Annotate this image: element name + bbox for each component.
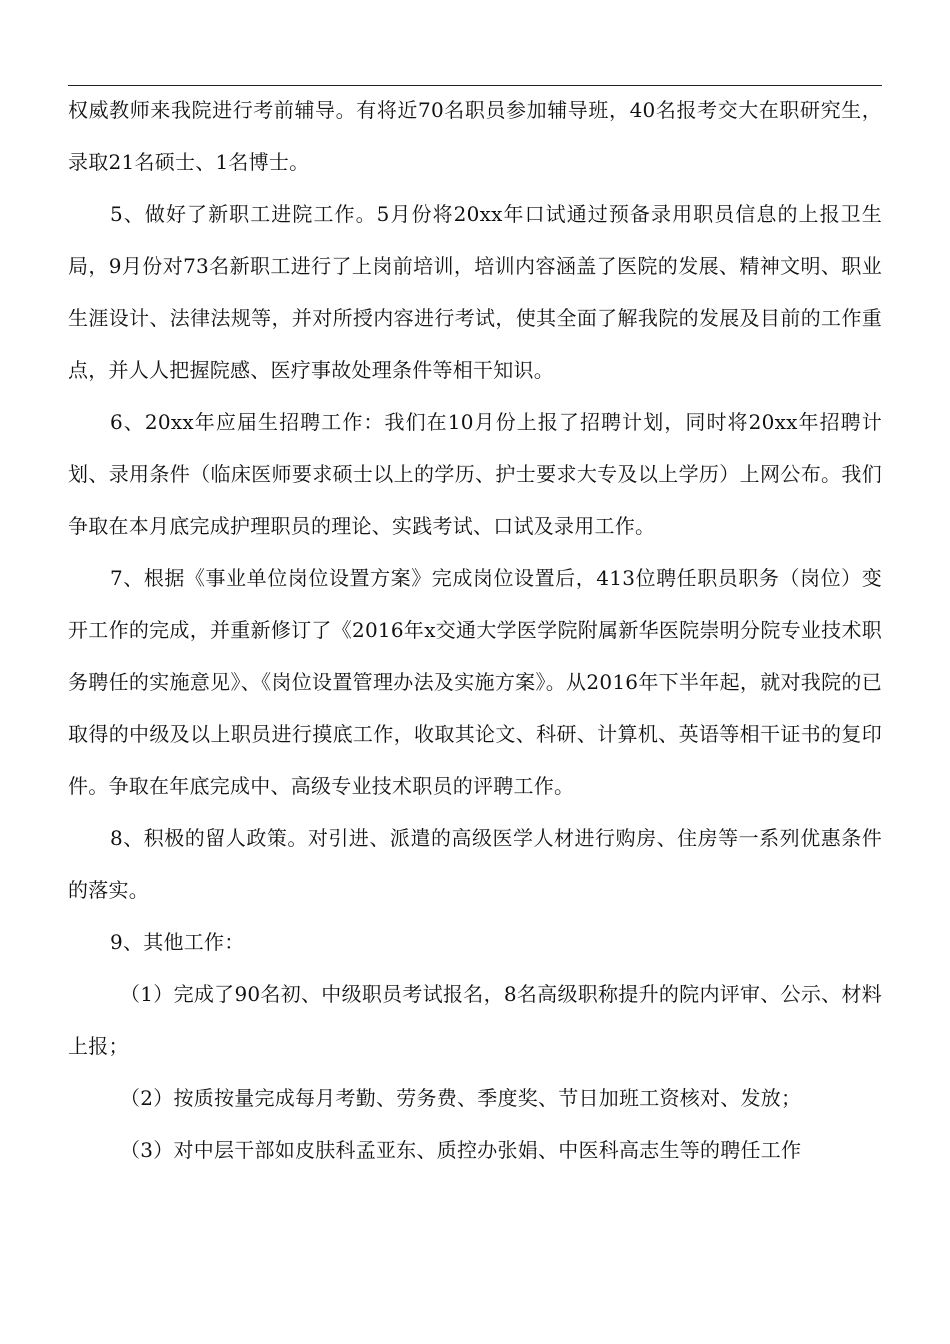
paragraph-continuation: 权威教师来我院进行考前辅导。有将近70名职员参加辅导班，40名报考交大在职研究生，录取21名硕士、1名博士。: [68, 98, 882, 174]
paragraph-item-9: 9、其他工作：: [110, 930, 245, 954]
paragraph-item-8: 8、积极的留人政策。对引进、派遣的高级医学人材进行购房、住房等一系列优惠条件的落实。: [68, 826, 882, 902]
paragraph-item-5: 5、做好了新职工进院工作。5月份将20xx年口试通过预备录用职员信息的上报卫生局，9月份对73名新职工进行了上岗前培训，培训内容涵盖了医院的发展、精神文明、职业生涯设计、法律法规等，并对所授内容进行考试，使其全面了解我院的发展及目前的工作重点，并人人把握院感、医疗事故处理条件等相干知识。: [68, 202, 882, 382]
document-body: [68, 84, 882, 1176]
paragraph-subitem-1: （1）完成了90名初、中级职员考试报名，8名高级职称提升的院内评审、公示、材料上报；: [68, 982, 882, 1058]
paragraph-subitem-3: （3）对中层干部如皮肤科孟亚东、质控办张娟、中医科高志生等的聘任工作: [120, 1138, 802, 1162]
paragraph-subitem-2: （2）按质按量完成每月考勤、劳务费、季度奖、节日加班工资核对、发放；: [120, 1086, 802, 1110]
paragraph-item-7: 7、根据《事业单位岗位设置方案》完成岗位设置后，413位聘任职员职务（岗位）变开工作的完成，并重新修订了《2016年x交通大学医学院附属新华医院崇明分院专业技术职务聘任的实施意见》、《岗位设置管理办法及实施方案》。从2016年下半年起，就对我院的已取得的中级及以上职员进行摸底工作，收取其论文、科研、计算机、英语等相干证书的复印件。争取在年底完成中、高级专业技术职员的评聘工作。: [68, 566, 882, 798]
paragraph-item-6: 6、20xx年应届生招聘工作：我们在10月份上报了招聘计划，同时将20xx年招聘计划、录用条件（临床医师要求硕士以上的学历、护士要求大专及以上学历）上网公布。我们争取在本月底完成护理职员的理论、实践考试、口试及录用工作。: [68, 410, 882, 538]
